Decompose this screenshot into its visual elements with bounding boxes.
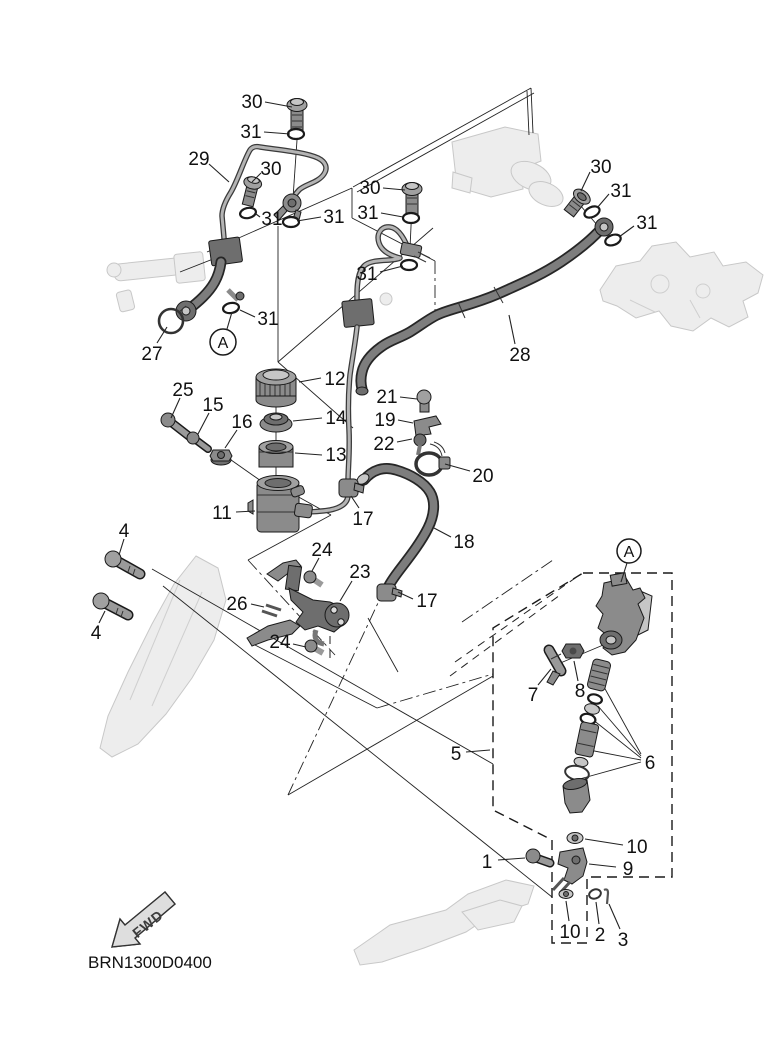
callout-leader	[597, 194, 609, 208]
callout-leader	[99, 611, 105, 623]
part-number-callout: 19	[374, 410, 396, 431]
callout-leader	[596, 902, 599, 924]
part-number-callout: 9	[622, 859, 634, 880]
part-number-callout: 8	[574, 681, 586, 702]
part-reservoir-cup-13	[259, 441, 293, 468]
callout-leader	[293, 418, 322, 421]
part-number-callout: 5	[450, 744, 462, 765]
bolt-1	[526, 849, 550, 863]
callout-leader	[380, 266, 403, 272]
part-brake-hose-28	[356, 218, 613, 395]
part-hose-joint-block	[342, 299, 375, 328]
part-number-callout: 4	[118, 521, 130, 542]
bolt-15	[187, 432, 208, 449]
part-number-callout: 31	[356, 264, 378, 285]
piston-kit-6	[562, 658, 611, 813]
callout-leader	[566, 901, 569, 921]
part-number-callout: 15	[202, 395, 224, 416]
part-number-callout: 31	[610, 181, 632, 202]
bolt-30	[238, 175, 262, 207]
ghost-footrest-bracket	[354, 880, 534, 965]
bracket-23-assembly	[247, 560, 349, 646]
part-number-callout: 30	[260, 159, 282, 180]
callout-leader	[297, 217, 321, 221]
callout-leader	[398, 420, 413, 423]
part-number-callout: 31	[357, 203, 379, 224]
part-number-callout: 27	[141, 344, 163, 365]
part-number-callout: 14	[325, 408, 347, 429]
washer-31	[403, 213, 419, 223]
oring-2	[588, 888, 602, 901]
ghost-brake-caliper	[600, 242, 763, 331]
callout-leader	[299, 378, 321, 382]
callout-leader	[509, 315, 515, 344]
marker-leader	[227, 312, 232, 329]
callout-layer	[91, 92, 658, 951]
callout-leader	[240, 310, 255, 317]
part-number-callout: 24	[311, 540, 333, 561]
center-line	[462, 560, 553, 622]
callout-leader	[171, 398, 180, 418]
callout-leader	[209, 164, 229, 182]
part-number-callout: 10	[559, 922, 581, 943]
part-number-callout: 6	[644, 753, 656, 774]
callout-leader	[498, 858, 525, 860]
callout-leader	[251, 604, 264, 607]
pin-26	[262, 605, 281, 616]
projection-line	[368, 618, 398, 672]
washer-10-hole	[564, 892, 569, 897]
part-number-callout: 30	[359, 178, 381, 199]
part-number-callout: 31	[257, 309, 279, 330]
diagram-code: BRN1300D0400	[88, 953, 212, 972]
callout-leader	[293, 644, 306, 647]
washer-10-hole	[572, 835, 578, 841]
callout-leader	[340, 581, 352, 601]
section-plane-edge	[450, 595, 560, 676]
part-number-callout: 31	[240, 122, 262, 143]
callout-leader	[295, 453, 322, 455]
projection-line	[255, 645, 377, 708]
projection-line	[152, 569, 493, 764]
pipe-end-fitting	[228, 290, 244, 300]
ghost-screw	[380, 293, 392, 305]
part-number-callout: 31	[261, 209, 283, 230]
part-number-callout: 13	[325, 445, 347, 466]
part-reservoir-11	[248, 476, 313, 533]
callout-leader	[574, 661, 578, 681]
part-number-callout: 17	[352, 509, 374, 530]
bolt-25	[161, 413, 190, 437]
view-marker-letter: A	[623, 544, 635, 561]
part-number-callout: 2	[594, 925, 606, 946]
part-number-callout: 11	[212, 503, 232, 524]
callout-leader	[619, 226, 634, 237]
projection-line	[288, 676, 493, 795]
part-number-callout: 12	[324, 369, 346, 390]
part-number-callout: 16	[231, 412, 253, 433]
panel-edge	[531, 88, 533, 133]
washer-31	[288, 129, 304, 139]
part-number-callout: 21	[376, 387, 398, 408]
bolt-21	[417, 390, 431, 412]
section-plane-edge	[455, 574, 581, 662]
ghost-abs-unit	[452, 127, 567, 211]
bolt-24	[304, 571, 322, 585]
part-number-callout: 31	[636, 213, 658, 234]
washer-31	[222, 302, 239, 315]
grommet-27	[159, 306, 186, 333]
callout-leader	[256, 214, 260, 217]
callout-leader	[585, 839, 623, 845]
bolt-4	[93, 593, 128, 617]
part-number-callout: 10	[626, 837, 648, 858]
clamp-20	[416, 453, 450, 475]
part-number-callout: 29	[188, 149, 210, 170]
part-number-callout: 7	[527, 685, 539, 706]
callout-leader	[609, 904, 620, 929]
callout-leader	[434, 528, 451, 537]
fwd-label: FWD	[129, 906, 167, 941]
part-number-callout: 18	[453, 532, 475, 553]
fwd-arrow	[112, 892, 175, 947]
washer-31	[239, 206, 257, 219]
washer-31	[401, 260, 417, 270]
part-number-callout: 26	[226, 594, 248, 615]
clevis-7	[547, 650, 561, 685]
callout-leader	[264, 132, 290, 134]
part-number-callout: 31	[323, 207, 345, 228]
part-reservoir-cap-12	[256, 369, 296, 407]
part-master-cylinder-body	[596, 573, 652, 655]
part-number-callout: 22	[373, 434, 395, 455]
part-number-callout: 30	[241, 92, 263, 113]
part-number-callout: 17	[416, 591, 438, 612]
center-line	[377, 674, 493, 708]
nut-8	[562, 644, 584, 658]
washer-31	[283, 217, 299, 227]
part-number-callout: 28	[509, 345, 531, 366]
bolt-30	[402, 183, 422, 215]
callout-leader	[198, 413, 209, 434]
nut-16	[210, 450, 232, 465]
part-number-callout: 1	[481, 852, 493, 873]
part-number-callout: 3	[617, 930, 629, 951]
part-number-callout: 23	[349, 562, 371, 583]
part-number-callout: 25	[172, 380, 194, 401]
bolt-4	[105, 551, 140, 575]
callout-leader	[400, 397, 417, 399]
callout-leader	[351, 496, 359, 508]
callout-leader	[397, 439, 412, 442]
clip-3	[604, 889, 608, 904]
part-diaphragm-14	[260, 413, 292, 432]
part-number-callout: 24	[269, 632, 291, 653]
callout-leader	[589, 864, 616, 867]
bracket-19	[414, 416, 441, 436]
part-number-callout: 20	[472, 466, 494, 487]
view-marker-letter: A	[217, 335, 229, 352]
callout-leader	[581, 172, 590, 191]
callout-leader	[381, 213, 403, 217]
part-number-callout: 4	[90, 623, 102, 644]
part-number-callout: 30	[590, 157, 612, 178]
joint-9	[553, 848, 587, 893]
panel-edge	[527, 91, 529, 135]
